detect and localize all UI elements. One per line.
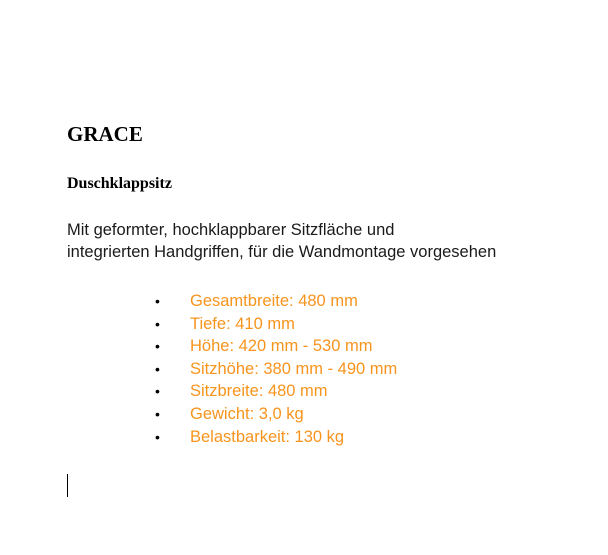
spec-text: Gesamtbreite: 480 mm — [190, 292, 358, 310]
description-line-2: integrierten Handgriffen, für die Wandmontage vorgesehen — [67, 243, 497, 261]
description-line-1: Mit geformter, hochklappbarer Sitzfläche und — [67, 221, 395, 239]
bullet-icon: • — [155, 405, 160, 422]
product-title: GRACE — [67, 122, 143, 146]
spec-text: Sitzbreite: 480 mm — [190, 382, 328, 401]
text-cursor[interactable] — [67, 474, 68, 497]
spec-text: Gewicht: 3,0 kg — [190, 404, 304, 423]
bullet-icon: • — [155, 428, 160, 445]
bullet-icon: • — [155, 383, 160, 400]
spec-text: Sitzhöhe: 380 mm - 490 mm — [190, 359, 398, 378]
bullet-icon: • — [155, 338, 160, 355]
bullet-icon: • — [155, 360, 160, 377]
product-description — [67, 219, 496, 263]
bullet-icon: • — [155, 315, 160, 332]
spec-text: Belastbarkeit: 130 kg — [190, 427, 345, 446]
product-subtitle: Duschklappsitz — [67, 175, 172, 192]
bullet-icon: • — [155, 293, 160, 309]
spec-text: Höhe: 420 mm - 530 mm — [190, 337, 373, 356]
spec-text: Tiefe: 410 mm — [190, 314, 295, 333]
